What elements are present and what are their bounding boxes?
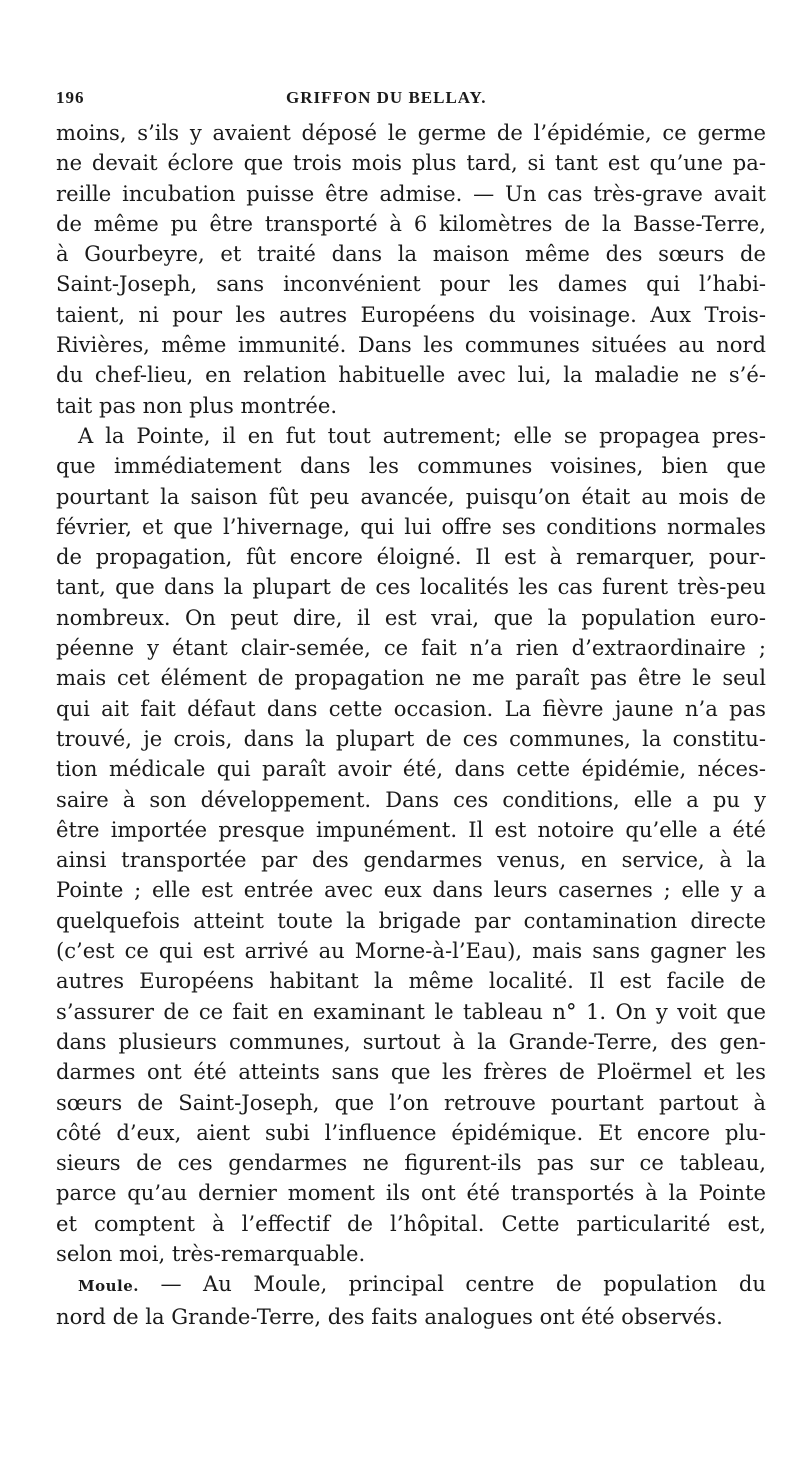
text-line: qui ait fait défaut dans cette occasion. La fièvre jaune n’a pas [56, 695, 766, 721]
text-fragment: — Au Moule, principal centre de population du [138, 1271, 766, 1297]
text-line: et comptent à l’effectif de l’hôpital. Cette particularité est, [56, 1210, 766, 1236]
text-line: ne devait éclore que trois mois plus tard, si tant est qu’une pa- [56, 150, 766, 176]
text-line: mais cet élément de propagation ne me paraît pas être le seul [56, 665, 766, 691]
text-line: sieurs de ces gendarmes ne figurent-ils pas sur ce tableau, [56, 1150, 766, 1176]
text-line: février, et que l’hivernage, qui lui offre ses conditions normales [56, 513, 766, 539]
text-line: être importée presque impunément. Il est notoire qu’elle a été [56, 816, 766, 842]
text-line: pourtant la saison fût peu avancée, puisqu’on était au mois de [56, 483, 766, 509]
text-line: de même pu être transporté à 6 kilomètres de la Basse-Terre, [56, 210, 766, 236]
page-header [56, 80, 766, 114]
text-line: darmes ont été atteints sans que les frères de Ploërmel et les [56, 1059, 766, 1085]
paragraph-3 [56, 1269, 766, 1332]
text-line: tait pas non plus montrée. [56, 392, 338, 418]
text-line: A la Pointe, il en fut tout autrement; elle se propagea pres- [78, 422, 766, 448]
paragraph-2 [56, 421, 766, 1269]
document-page [56, 80, 766, 1332]
page-number: 196 [56, 88, 85, 107]
text-line: tant, que dans la plupart de ces localités les cas furent très-peu [56, 574, 766, 600]
section-label: Moule. [78, 1277, 139, 1296]
text-line: quelquefois atteint toute la brigade par contamination directe [56, 907, 766, 933]
text-line: dans plusieurs communes, surtout à la Grande-Terre, des gen- [56, 1028, 766, 1054]
text-line: reille incubation puisse être admise. — Un cas très-grave avait [56, 180, 766, 206]
text-line: ainsi transportée par des gendarmes venus, en service, à la [56, 847, 766, 873]
text-line: trouvé, je crois, dans la plupart de ces communes, la constitu- [56, 725, 766, 751]
text-line: péenne y étant clair-semée, ce fait n’a rien d’extraordinaire ; [56, 635, 766, 661]
text-line: de propagation, fût encore éloigné. Il est à remarquer, pour- [56, 544, 766, 570]
text-line: s’assurer de ce fait en examinant le tableau n° 1. On y voit que [56, 998, 766, 1024]
text-line: à Gourbeyre, et traité dans la maison même des sœurs de [56, 241, 766, 267]
text-line: Pointe ; elle est entrée avec eux dans leurs casernes ; elle y a [56, 877, 766, 903]
running-title: GRIFFON DU BELLAY. [286, 88, 487, 107]
paragraph-1 [56, 118, 766, 421]
text-line: selon moi, très-remarquable. [56, 1240, 366, 1266]
body-text [56, 118, 766, 1332]
text-line: Saint-Joseph, sans inconvénient pour les dames qui l’habi- [56, 271, 766, 297]
text-line: que immédiatement dans les communes voisines, bien que [56, 453, 766, 479]
text-line: (c’est ce qui est arrivé au Morne-à-l’Eau), mais sans gagner les [56, 938, 766, 964]
text-line [56, 1269, 766, 1301]
text-line: tion médicale qui paraît avoir été, dans cette épidémie, néces- [56, 756, 766, 782]
text-line: nord de la Grande-Terre, des faits analogues ont été observés. [56, 1303, 723, 1329]
text-line: parce qu’au dernier moment ils ont été transportés à la Pointe [56, 1180, 766, 1206]
text-line: sœurs de Saint-Joseph, que l’on retrouve pourtant partout à [56, 1089, 766, 1115]
text-line: moins, s’ils y avaient déposé le germe de l’épidémie, ce germe [56, 120, 766, 145]
text-line: du chef-lieu, en relation habituelle avec lui, la maladie ne s’é- [56, 362, 766, 388]
text-line: saire à son développement. Dans ces conditions, elle a pu y [56, 786, 766, 812]
text-line: nombreux. On peut dire, il est vrai, que la population euro- [56, 604, 766, 630]
text-line: Rivières, même immunité. Dans les communes situées au nord [56, 332, 766, 358]
text-line: taient, ni pour les autres Européens du voisinage. Aux Trois- [56, 301, 766, 327]
text-line: côté d’eux, aient subi l’influence épidémique. Et encore plu- [56, 1119, 766, 1145]
text-line: autres Européens habitant la même localité. Il est facile de [56, 968, 766, 994]
